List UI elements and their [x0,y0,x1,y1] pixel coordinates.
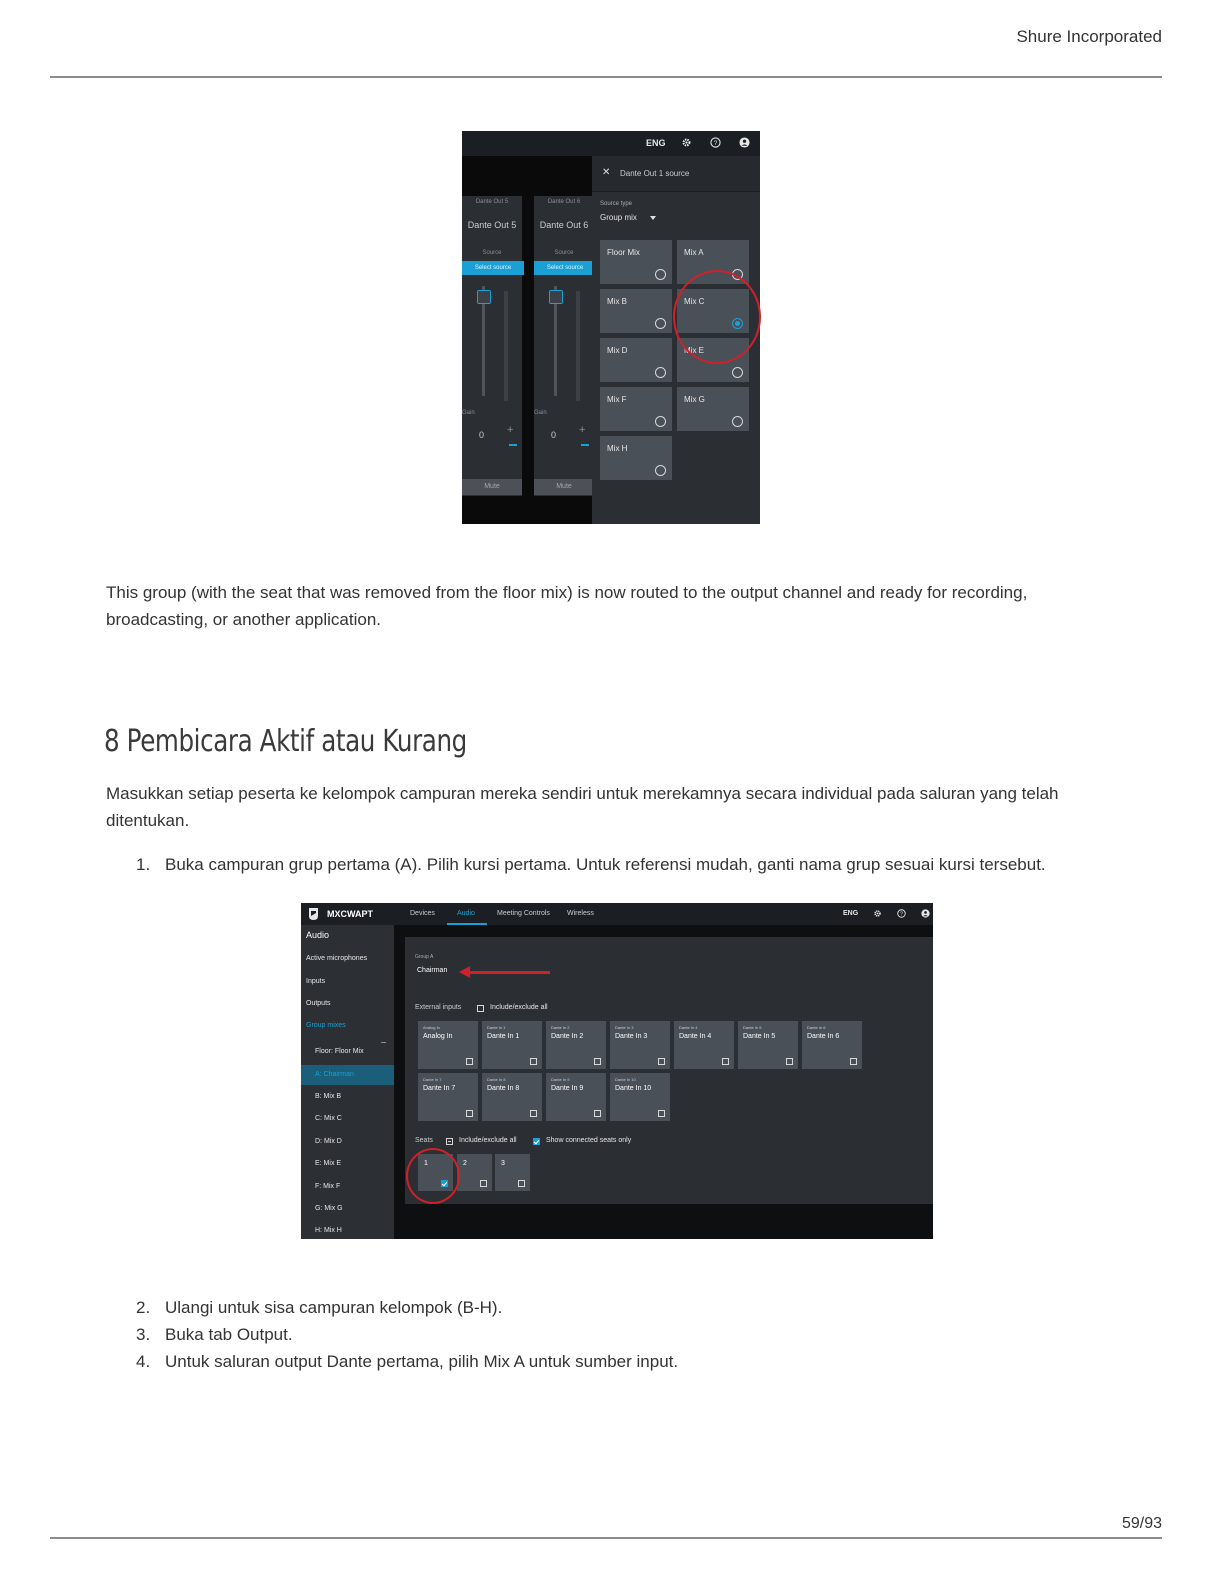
radio-button[interactable] [655,269,666,280]
input-id: Dante In 5 [743,1025,762,1030]
radio-button[interactable] [655,318,666,329]
tab-devices[interactable]: Devices [410,910,435,917]
gain-value: 0 [551,430,557,440]
seat-number: 1 [424,1160,428,1167]
sidebar-subitem-f[interactable]: F: Mix F [315,1183,341,1190]
input-name: Analog In [423,1033,453,1040]
mix-option-label: Mix G [684,395,705,404]
source-type-dropdown[interactable]: Group mix [600,213,637,222]
header-divider [50,76,1162,78]
input-name: Dante In 5 [743,1033,776,1040]
source-label: Source [554,250,574,256]
input-id: Dante In 7 [423,1077,442,1082]
step-text: Ulangi untuk sisa campuran kelompok (B-H). [165,1298,503,1317]
level-meter [576,291,580,401]
shure-logo-icon [308,907,319,921]
step-item [136,1294,502,1321]
input-tile[interactable] [546,1021,606,1069]
input-tile[interactable] [610,1021,670,1069]
seat-tile[interactable] [495,1154,530,1191]
step-text: Untuk saluran output Dante pertama, pilih Mix A untuk sumber input. [165,1352,679,1371]
input-id: Dante In 2 [551,1025,570,1030]
help-icon[interactable] [897,909,906,918]
input-id: Dante In 6 [807,1025,826,1030]
language-label[interactable]: ENG [843,910,859,917]
input-name: Dante In 4 [679,1033,712,1040]
channel-strip [462,196,522,496]
annotation-arrow-head [459,966,470,978]
input-checkbox[interactable] [658,1058,665,1065]
external-inputs-label: External inputs [415,1004,462,1011]
group-label: Group A [415,954,434,960]
audio-sidebar [301,925,394,1239]
input-name: Dante In 8 [487,1085,520,1092]
page-number: 59/93 [1121,1515,1162,1532]
gain-minus-button[interactable] [581,444,589,446]
mix-option-tile[interactable] [600,289,672,333]
show-connected-label: Show connected seats only [546,1137,632,1144]
step-item [136,1348,678,1375]
screenshot-group-mix-audio [301,903,933,1239]
seats-label: Seats [415,1137,433,1144]
sidebar-item-group-mixes[interactable]: Group mixes [306,1022,346,1029]
input-id: Dante In 3 [615,1025,634,1030]
language-label: ENG [646,138,666,148]
input-checkbox[interactable] [466,1110,473,1117]
mix-option-label: Mix B [607,297,627,306]
gain-plus-button[interactable]: + [507,424,514,436]
help-icon [710,137,721,148]
fader-handle[interactable] [477,290,491,304]
channel-id: Dante Out 6 [547,199,581,205]
gain-label: Gain [462,410,475,416]
tab-audio[interactable]: Audio [457,910,475,917]
input-checkbox[interactable] [850,1058,857,1065]
seat-number: 3 [501,1160,505,1167]
gear-icon[interactable] [873,909,882,918]
step-number: 3. [136,1325,151,1344]
channel-strip [534,196,594,496]
step-text: Buka campuran grup pertama (A). Pilih kursi pertama. Untuk referensi mudah, ganti nama grup sesuai kursi tersebut. [165,855,1046,874]
input-tile[interactable] [674,1021,734,1069]
input-tile[interactable] [482,1021,542,1069]
mix-option-label: Mix H [607,444,628,453]
select-source-button[interactable]: Select source [534,261,596,275]
seat-checkbox[interactable] [480,1180,487,1187]
channel-name: Dante Out 5 [467,220,517,230]
select-source-button[interactable]: Select source [462,261,524,275]
mix-option-tile[interactable] [600,338,672,382]
sidebar-subitem-c[interactable]: C: Mix C [315,1115,342,1122]
input-checkbox[interactable] [530,1058,537,1065]
input-checkbox[interactable] [722,1058,729,1065]
svg-text:?: ? [900,911,903,918]
input-tile[interactable] [418,1073,478,1121]
seats-include-all-label: Include/exclude all [459,1137,517,1144]
sidebar-subitem-a-selected[interactable]: A: Chairman [301,1065,394,1085]
mix-option-tile[interactable] [600,436,672,480]
input-checkbox[interactable] [786,1058,793,1065]
app-name: MXCWAPT [327,909,373,919]
mix-option-label: Mix C [684,297,705,306]
channel-name: Dante Out 6 [539,220,589,230]
input-tile[interactable] [738,1021,798,1069]
input-checkbox[interactable] [594,1110,601,1117]
input-name: Dante In 10 [615,1085,652,1092]
mix-option-tile[interactable] [677,387,749,431]
include-all-checkbox[interactable] [477,1005,484,1012]
input-name: Dante In 1 [487,1033,520,1040]
mix-option-label: Mix E [684,346,704,355]
input-name: Dante In 7 [423,1085,456,1092]
input-name: Dante In 6 [807,1033,840,1040]
include-all-label: Include/exclude all [490,1004,548,1011]
input-tile[interactable] [418,1021,478,1069]
gain-value: 0 [479,430,485,440]
sidebar-item-outputs[interactable]: Outputs [306,1000,331,1007]
seat-number: 2 [463,1160,467,1167]
mix-option-tile[interactable] [600,240,672,284]
level-meter [504,291,508,401]
tab-meeting-controls[interactable]: Meeting Controls [497,910,550,917]
input-name: Dante In 9 [551,1085,584,1092]
gain-label: Gain [534,410,547,416]
step-text: Buka tab Output. [165,1325,293,1344]
step-item [136,1321,293,1348]
gear-icon [681,137,692,148]
input-id: Dante In 8 [487,1077,506,1082]
screenshot-topbar [462,131,760,156]
input-checkbox[interactable] [466,1058,473,1065]
mute-button[interactable]: Mute [534,479,594,495]
input-id: Dante In 10 [615,1077,636,1082]
input-tile[interactable] [482,1073,542,1121]
mix-option-label: Mix F [607,395,627,404]
sidebar-subitem-e[interactable]: E: Mix E [315,1160,342,1167]
radio-button[interactable] [655,416,666,427]
app-topbar [301,903,933,925]
header-company-name: Shure Incorporated [1016,27,1162,46]
section-intro: Masukkan setiap peserta ke kelompok campuran mereka sendiri untuk merekamnya secara individual pada saluran yang telah ditentukan. [106,784,1059,830]
step-number: 2. [136,1298,151,1317]
input-tile[interactable] [802,1021,862,1069]
step-number: 1. [136,855,151,874]
mix-option-label: Mix D [607,346,628,355]
sidebar-title: Audio [306,930,330,940]
step-number: 4. [136,1352,151,1371]
channel-id: Dante Out 5 [475,199,509,205]
radio-button[interactable] [655,465,666,476]
radio-button[interactable] [732,416,743,427]
tab-wireless[interactable]: Wireless [567,910,594,917]
gain-plus-button[interactable]: + [579,424,586,436]
input-id: Analog In [423,1025,440,1030]
mix-option-label: Floor Mix [607,248,640,257]
seats-include-all-checkbox[interactable] [446,1138,453,1145]
sidebar-subitem-g[interactable]: G: Mix G [315,1205,343,1212]
user-icon [739,137,750,148]
mix-option-tile[interactable] [600,387,672,431]
annotation-circle [673,270,761,364]
gain-minus-button[interactable] [509,444,517,446]
active-tab-indicator [447,923,487,925]
svg-text:?: ? [713,139,718,147]
radio-button[interactable] [655,367,666,378]
show-connected-checkbox[interactable] [533,1138,540,1145]
input-id: Dante In 4 [679,1025,698,1030]
fader-handle[interactable] [549,290,563,304]
sidebar-item-active-microphones[interactable]: Active microphones [306,955,368,962]
mute-button[interactable]: Mute [462,479,522,495]
footer-divider [50,1537,1162,1539]
input-tile[interactable] [546,1073,606,1121]
chevron-down-icon[interactable] [650,216,656,220]
sidebar-subitem-b[interactable]: B: Mix B [315,1093,342,1100]
seat-tile[interactable] [457,1154,492,1191]
source-type-label: Source type [600,201,633,207]
annotation-arrow [468,971,550,974]
panel-title: Dante Out 1 source [620,169,690,178]
sidebar-subitem-d[interactable]: D: Mix D [315,1138,342,1145]
sidebar-subitem-h[interactable]: H: Mix H [315,1227,342,1234]
radio-button[interactable] [732,367,743,378]
input-name: Dante In 2 [551,1033,584,1040]
user-icon[interactable] [921,909,930,918]
section-heading: 8 Pembicara Aktif atau Kurang [104,724,467,759]
input-checkbox[interactable] [594,1058,601,1065]
input-id: Dante In 9 [551,1077,570,1082]
output-channel-strips [462,156,592,524]
source-label: Source [482,250,502,256]
sidebar-subitem-floor[interactable]: Floor: Floor Mix [315,1048,364,1055]
annotation-circle [406,1148,460,1204]
group-name-field[interactable]: Chairman [417,967,448,974]
collapse-icon[interactable] [381,1042,386,1043]
sidebar-item-inputs[interactable]: Inputs [306,978,326,985]
input-checkbox[interactable] [658,1110,665,1117]
group-mix-editor [405,937,933,1204]
input-id: Dante In 1 [487,1025,506,1030]
mix-option-label: Mix A [684,248,704,257]
input-name: Dante In 3 [615,1033,648,1040]
step-item [136,851,1046,878]
seat-checkbox[interactable] [518,1180,525,1187]
input-checkbox[interactable] [530,1110,537,1117]
panel-header [592,156,760,192]
close-icon[interactable]: ✕ [602,167,611,178]
input-tile[interactable] [610,1073,670,1121]
body-paragraph: This group (with the seat that was removed from the floor mix) is now routed to the output channel and ready for recording, broadcasting, or another application. [106,583,1028,629]
